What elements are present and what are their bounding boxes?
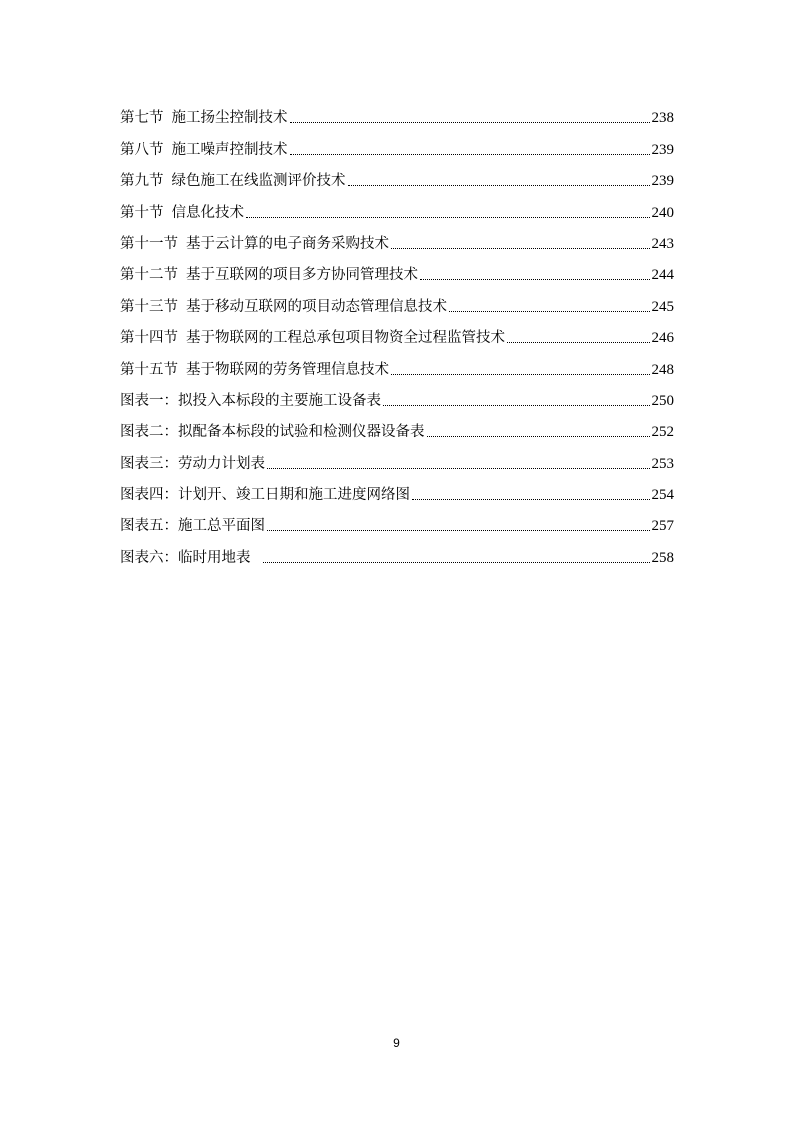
toc-entry-title xyxy=(120,454,265,474)
toc-title-text: 绿色施工在线监测评价技术 xyxy=(171,173,346,190)
toc-title-text: 计划开、竣工日期和施工进度网络图 xyxy=(178,487,410,504)
page-number: 9 xyxy=(393,1036,400,1050)
toc-row[interactable] xyxy=(120,128,674,159)
toc-section-label: 图表六： xyxy=(120,549,178,566)
toc-section-label: 第十二节 xyxy=(120,267,178,284)
toc-section-label: 第八节 xyxy=(120,141,164,158)
toc-section-label: 第九节 xyxy=(120,173,164,190)
toc-page-number: 253 xyxy=(651,455,674,472)
toc-section-label: 图表一： xyxy=(120,392,178,409)
toc-page-number: 240 xyxy=(651,204,674,221)
toc-title-text: 基于互联网的项目多方协同管理技术 xyxy=(186,267,418,284)
toc-row[interactable] xyxy=(120,348,674,379)
toc-section-label: 第十节 xyxy=(120,204,164,221)
toc-page-number: 238 xyxy=(651,110,674,127)
toc-entry-title xyxy=(120,422,425,442)
toc-section-label: 第十一节 xyxy=(120,235,178,252)
toc-section-label: 图表二： xyxy=(120,424,178,441)
toc-page-number: 239 xyxy=(651,141,674,158)
toc-leader-dots xyxy=(267,529,650,531)
toc-leader-dots xyxy=(507,341,650,343)
toc-leader-dots xyxy=(263,561,650,563)
toc-row[interactable] xyxy=(120,191,674,222)
toc-leader-dots xyxy=(391,373,650,375)
toc-entry-title xyxy=(120,140,288,160)
toc-page-number: 239 xyxy=(651,173,674,190)
toc-leader-dots xyxy=(348,184,650,186)
toc-entry-title xyxy=(120,548,251,568)
toc-leader-dots xyxy=(267,467,650,469)
toc-title-text: 临时用地表 xyxy=(178,549,251,566)
toc-row[interactable] xyxy=(120,505,674,536)
toc-section-label: 图表五： xyxy=(120,518,178,535)
toc-leader-dots xyxy=(449,310,650,312)
toc-title-text: 拟配备本标段的试验和检测仪器设备表 xyxy=(178,424,425,441)
toc-entry-title xyxy=(120,297,447,317)
toc-leader-dots xyxy=(290,121,650,123)
toc-entry-title xyxy=(120,516,265,536)
toc-section-label: 第十四节 xyxy=(120,330,178,347)
toc-leader-dots xyxy=(391,247,650,249)
toc-entry-title xyxy=(120,328,505,348)
toc-row[interactable] xyxy=(120,97,674,128)
toc-entry-title xyxy=(120,171,346,191)
toc-title-text: 施工总平面图 xyxy=(178,518,265,535)
toc-title-text: 基于物联网的工程总承包项目物资全过程监管技术 xyxy=(186,330,505,347)
toc-leader-dots xyxy=(420,278,650,280)
toc-title-text: 信息化技术 xyxy=(171,204,244,221)
toc-title-text: 施工噪声控制技术 xyxy=(171,141,288,158)
toc-leader-dots xyxy=(383,404,650,406)
toc-row[interactable] xyxy=(120,536,674,567)
toc-entry-title xyxy=(120,485,410,505)
toc-entry-title xyxy=(120,108,288,128)
toc-entry-title xyxy=(120,203,244,223)
toc-page-number: 254 xyxy=(651,487,674,504)
toc-row[interactable] xyxy=(120,411,674,442)
toc-row[interactable] xyxy=(120,160,674,191)
toc-entry-title xyxy=(120,265,418,285)
toc-row[interactable] xyxy=(120,254,674,285)
table-of-contents xyxy=(120,97,674,568)
toc-row[interactable] xyxy=(120,223,674,254)
toc-section-label: 第十三节 xyxy=(120,298,178,315)
toc-page-number: 246 xyxy=(651,330,674,347)
toc-page-number: 257 xyxy=(651,518,674,535)
toc-leader-dots xyxy=(290,153,650,155)
toc-leader-dots xyxy=(427,435,650,437)
toc-section-label: 图表三： xyxy=(120,455,178,472)
toc-entry-title xyxy=(120,234,389,254)
toc-page-number: 248 xyxy=(651,361,674,378)
toc-row[interactable] xyxy=(120,442,674,473)
toc-section-label: 第十五节 xyxy=(120,361,178,378)
toc-page-number: 250 xyxy=(651,392,674,409)
toc-page-number: 252 xyxy=(651,424,674,441)
toc-entry-title xyxy=(120,391,381,411)
toc-leader-dots xyxy=(246,216,650,218)
toc-row[interactable] xyxy=(120,474,674,505)
toc-entry-title xyxy=(120,360,389,380)
toc-title-text: 基于物联网的劳务管理信息技术 xyxy=(186,361,389,378)
toc-page-number: 244 xyxy=(651,267,674,284)
toc-title-text: 施工扬尘控制技术 xyxy=(171,110,288,127)
toc-page-number: 245 xyxy=(651,298,674,315)
toc-section-label: 第七节 xyxy=(120,110,164,127)
toc-page-number: 258 xyxy=(651,549,674,566)
toc-title-text: 基于移动互联网的项目动态管理信息技术 xyxy=(186,298,447,315)
toc-title-text: 基于云计算的电子商务采购技术 xyxy=(186,235,389,252)
toc-title-text: 拟投入本标段的主要施工设备表 xyxy=(178,392,381,409)
toc-section-label: 图表四： xyxy=(120,487,178,504)
toc-row[interactable] xyxy=(120,285,674,316)
toc-title-text: 劳动力计划表 xyxy=(178,455,265,472)
toc-row[interactable] xyxy=(120,380,674,411)
toc-row[interactable] xyxy=(120,317,674,348)
toc-leader-dots xyxy=(412,498,650,500)
toc-page-number: 243 xyxy=(651,235,674,252)
